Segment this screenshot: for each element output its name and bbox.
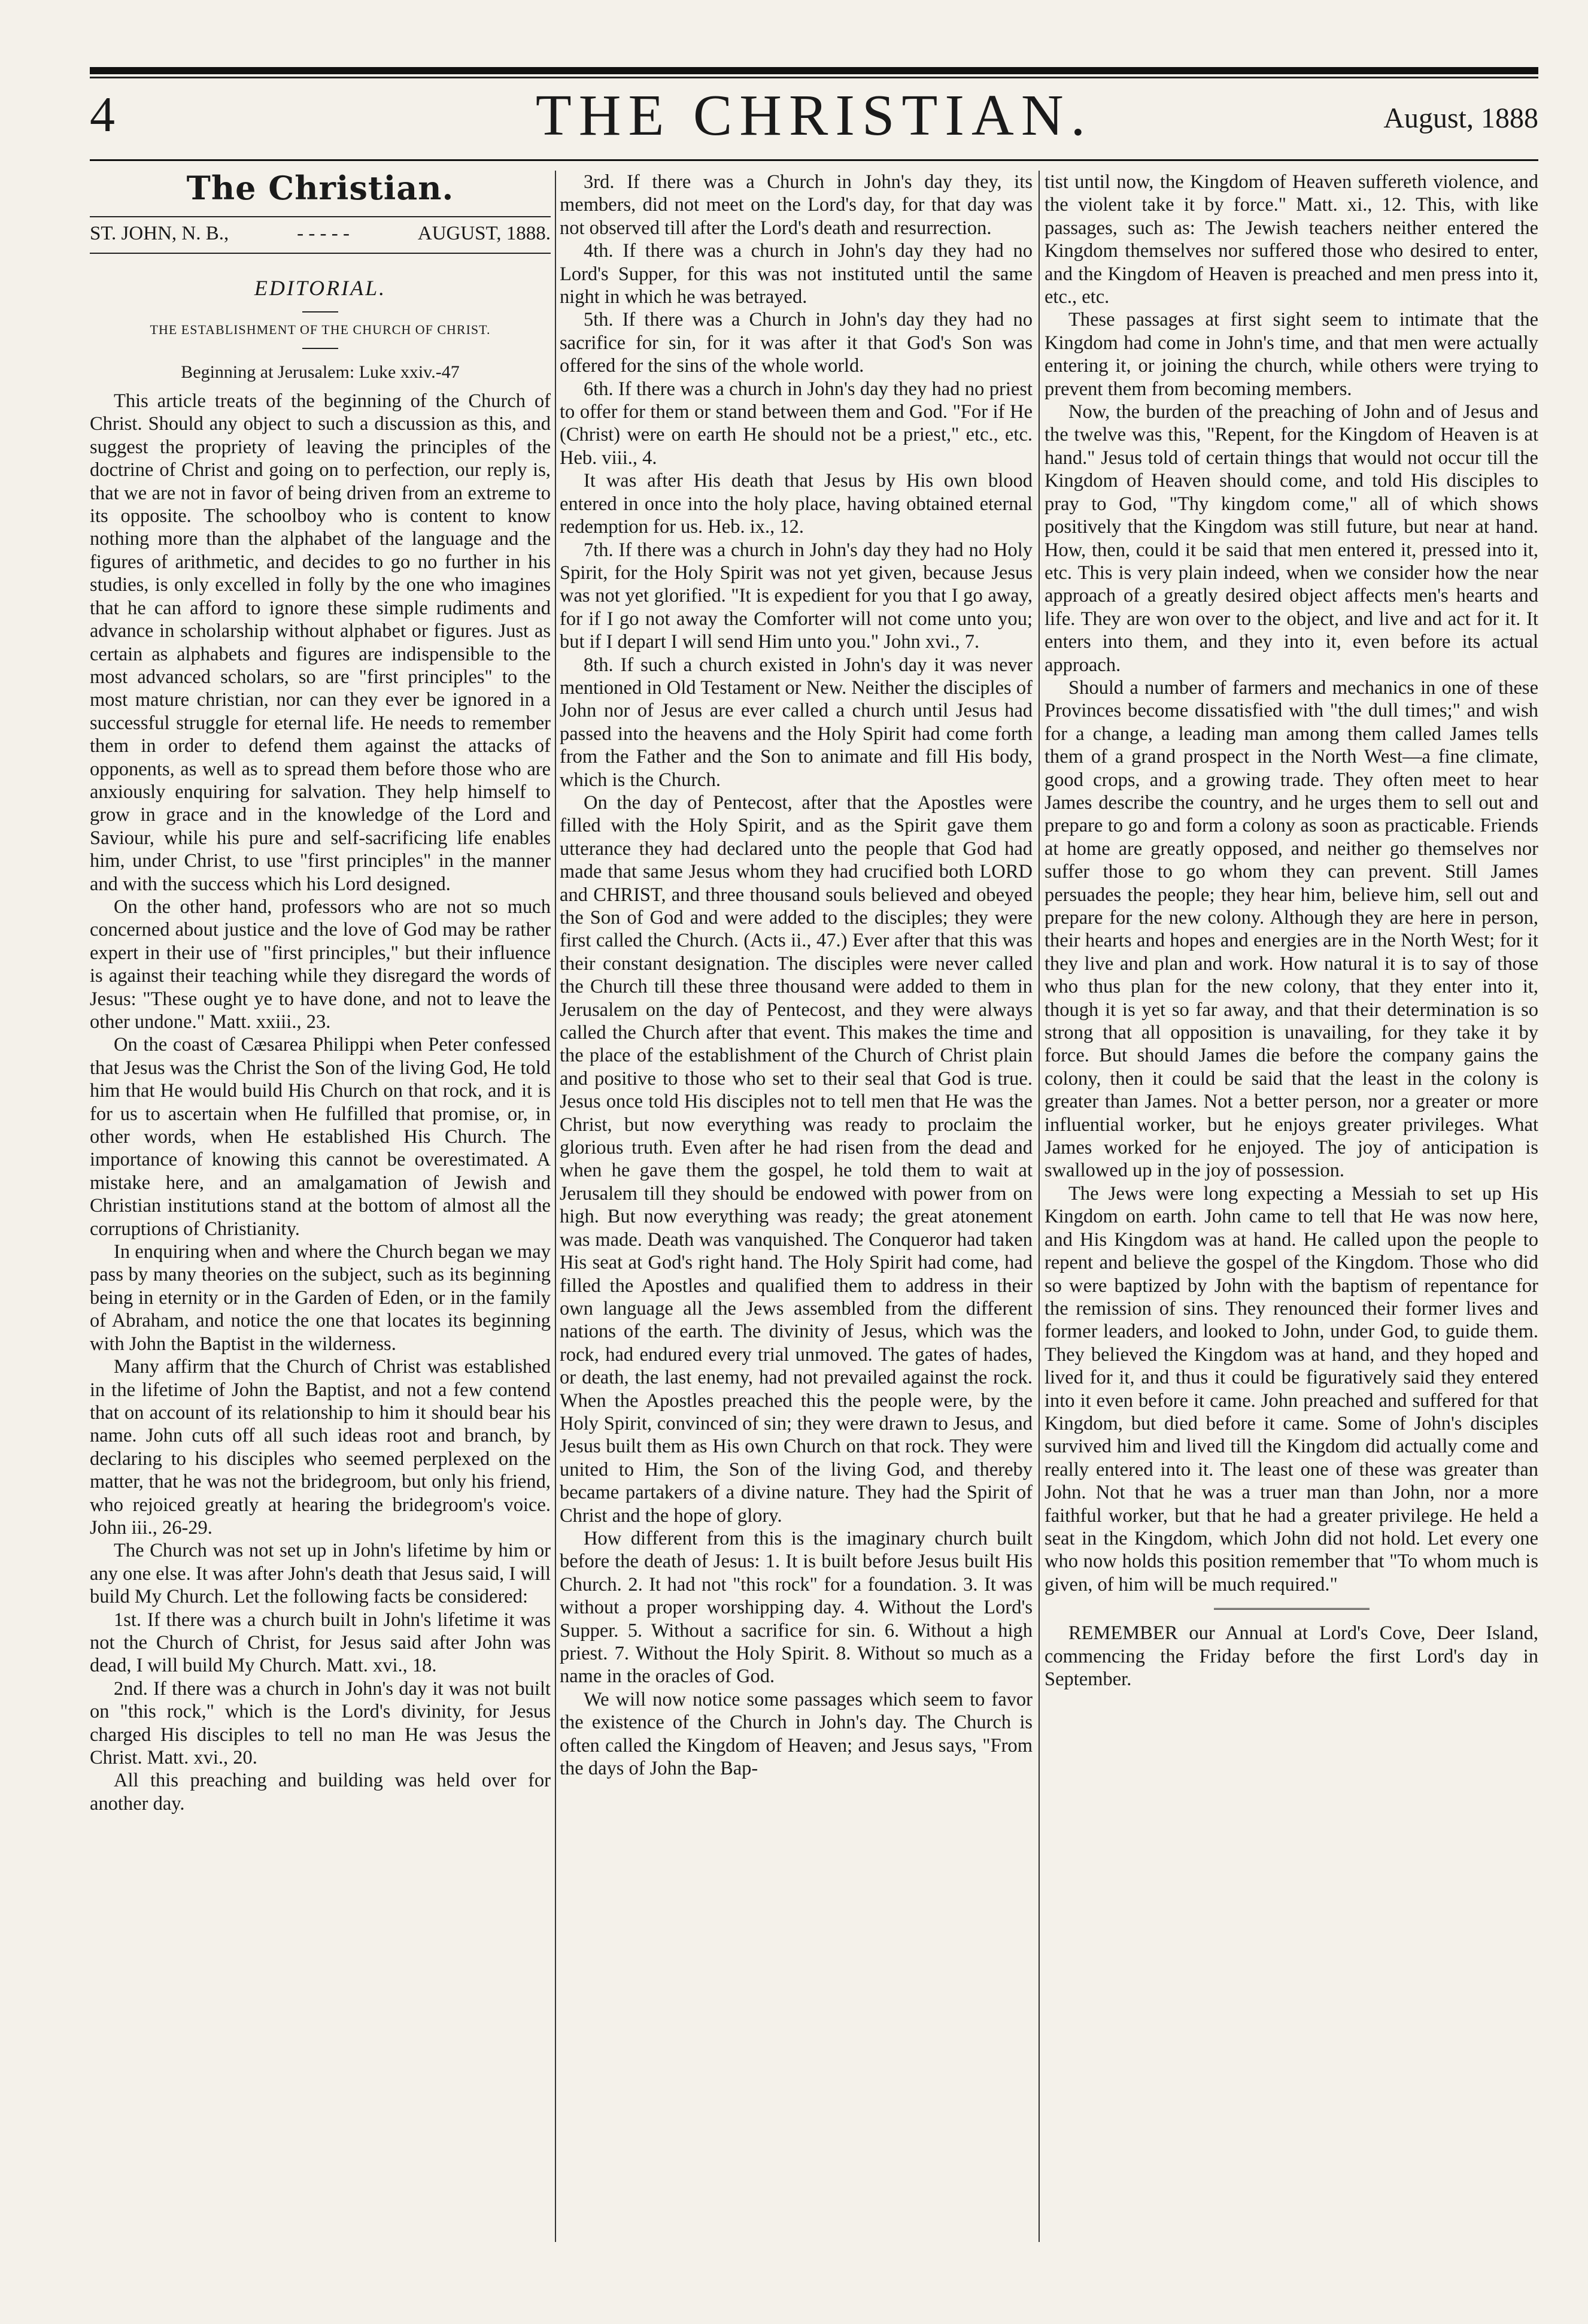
paragraph: It was after His death that Jesus by His own blood entered in once into the holy place, having obtained eternal redemption for us. Heb. ix., 12.: [560, 470, 1033, 538]
paragraph: This article treats of the beginning of the Church of Christ. Should any object to such a discussion as this, and suggest the propriety of leaving the principles of the doctrine of Christ and going on to perfection, our reply is, that we are not in favor of being driven from an extreme to its opposite. The schoolboy who is content to know nothing more than the alphabet of the language and the figures of arithmetic, and decides to go no further in his studies, is only excelled in folly by the one who imagines that he can afford to ignore these simple rudiments and advance in scholarship without alphabet or figures. Just as certain as alphabets and figures are indispensible to the most advanced scholars, so are "first principles" to the most mature christian, nor can they ever be ignored in a successful struggle for eternal life. He needs to remember them in order to defend them against the attacks of opponents, as well as to spread them before those who are anxiously enquiring for salvation. They help himself to grow in grace and in the knowledge of the Lord and Saviour, while his pure and self-sacrificing life enables him, under Christ, to use "first principles" in the manner and with the success which his Lord designed.: [90, 390, 551, 895]
paragraph: 5th. If there was a Church in John's day they had no sacrifice for sin, for it was after it that God's Son was offered for the sins of the whole world.: [560, 309, 1033, 377]
paragraph: On the coast of Cæsarea Philippi when Peter confessed that Jesus was the Christ the Son of the living God, He told him that He would build His Church on that rock, and it is for us to ascertain when He fulfilled that promise, or, in other words, when He established His Church. The importance of knowing this cannot be overestimated. A mistake here, and an amalgamation of Jewish and Christian institutions stand at the bottom of almost all the corruptions of Christianity.: [90, 1034, 551, 1240]
end-rule: [1214, 1608, 1370, 1610]
masthead-top-rule-thin: [90, 77, 1538, 78]
paragraph: 2nd. If there was a church in John's day it was not built on "this rock," which is the Lord's divinity, for Jesus charged His disciples to tell no man He was Jesus the Christ. Matt. xvi., 20.: [90, 1677, 551, 1768]
divider: [90, 253, 551, 254]
page-number: 4: [90, 87, 115, 142]
paragraph: 4th. If there was a church in John's day they had no Lord's Supper, for this was not instituted until the same night in which he was betrayed.: [560, 240, 1033, 308]
paragraph: Should a number of farmers and mechanics in one of these Provinces become dissatisfied with "the dull times;" and wish for a change, a leading man among them called James tells them of a grand prospect in the North West—a fine climate, good crops, and a growing trade. They often meet to hear James describe the country, and he urges them to sell out and prepare to go and form a colony as soon as practicable. Friends at home are greatly opposed, and neither go themselves nor suffer those to go whom they can prevent. Still James persuades the people; they hear him, believe him, sell out and prepare for the new colony. Although they are here in person, their hearts and hopes and energies are in the North West; for it they live and plan and work. How natural it is to say of those who thus plan for the new colony, that they enter into it, though it is yet so far away, and that their determination is so strong that all opposition is unavailing, for they take it by force. But should James die before the company gains the colony, then it could be said that the least in the colony is greater than James. Not a better person, nor a greater or more influential worker, but he enjoys greater privileges. What James worked for he enjoyed. The joy of anticipation is swallowed up in the joy of possession.: [1045, 676, 1538, 1182]
article-title: THE ESTABLISHMENT OF THE CHURCH OF CHRIST.: [150, 322, 491, 338]
dateline-date: AUGUST, 1888.: [417, 223, 551, 245]
paragraph: 6th. If there was a church in John's day they had no priest to offer for them or stand between them and God. "For if He (Christ) were on earth He should not be a priest," etc., etc. Heb. viii., 4.: [560, 378, 1033, 469]
masthead-date: August, 1888: [1383, 102, 1538, 134]
dateline-dashes: - - - - -: [297, 223, 350, 245]
paper-title: THE CHRISTIAN.: [535, 83, 1093, 148]
column-divider: [555, 171, 556, 2242]
section-heading: EDITORIAL.: [254, 275, 387, 300]
paragraph: The Jews were long expecting a Messiah to set up His Kingdom on earth. John came to tell that He was now here, and His Kingdom was at hand. He called upon the people to repent and believe the gospel of the Kingdom. Those who did so were baptized by John with the baptism of repentance for the remission of sins. They renounced their former lives and former leaders, and looked to John, under God, to guide them. They believed the Kingdom was at hand, and they hoped and lived for it, and thus it could be figuratively said they entered into it even before it came. John preached and suffered for that Kingdom, but died before it came. Some of John's disciples survived him and lived till the Kingdom did actually come and really entered into it. The least one of these was greater than John. Not that he was a truer man than John, nor a more faithful worker, but that he had a greater privilege. He held a seat in the Kingdom, which John did not hold. Let every one who now holds this position remember that "To whom much is given, of him will be much required.": [1045, 1182, 1538, 1595]
paragraph: On the other hand, professors who are not so much concerned about justice and the love of God may be rather expert in their use of "first principles," but their influence is against their teaching while they disregard the words of Jesus: "These ought ye to have done, and not to leave the other undone." Matt. xxiii., 23.: [90, 896, 551, 1033]
dateline-place: ST. JOHN, N. B.,: [90, 223, 229, 245]
notice: REMEMBER our Annual at Lord's Cove, Deer Island, commencing the Friday before the first Lord's day in September.: [1045, 1622, 1538, 1690]
dateline: [90, 222, 551, 245]
masthead-top-rule: [90, 67, 1538, 74]
nameplate: The Christian.: [186, 169, 454, 207]
article-motto: Beginning at Jerusalem: Luke xxiv.-47: [181, 362, 460, 382]
column-middle: [560, 171, 1033, 1780]
column-left: [90, 171, 551, 1815]
paragraph: 3rd. If there was a Church in John's day they, its members, did not meet on the Lord's day, for that day was not observed till after the Lord's death and resurrection.: [560, 171, 1033, 239]
paragraph: In enquiring when and where the Church began we may pass by many theories on the subject, such as its beginning being in eternity or in the Garden of Eden, or in the family of Abraham, and notice the one that locates its beginning with John the Baptist in the wilderness.: [90, 1241, 551, 1355]
column-divider: [1039, 171, 1040, 2242]
paragraph: tist until now, the Kingdom of Heaven suffereth violence, and the violent take it by force." Matt. xi., 12. This, with like passages, such as: The Jewish teachers neither entered the Kingdom themselves nor suffered those who desired to enter, and the Kingdom of Heaven is preached and men press into it, etc., etc.: [1045, 171, 1538, 308]
paragraph: We will now notice some passages which seem to favor the existence of the Church in John's day. The Church is often called the Kingdom of Heaven; and Jesus says, "From the days of John the Bap-: [560, 1688, 1033, 1780]
paragraph: 1st. If there was a church built in John's lifetime it was not the Church of Christ, for Jesus said after John was dead, I will build My Church. Matt. xvi., 18.: [90, 1609, 551, 1677]
paragraph: On the day of Pentecost, after that the Apostles were filled with the Holy Spirit, and as the Spirit gave them utterance they had declared unto the people that God had made that same Jesus whom they had crucified both LORD and CHRIST, and three thousand souls believed and obeyed the Son of God and were added to the disciples; they were first called the Church. (Acts ii., 47.) Ever after that this was their constant designation. The disciples were never called the Church till these three thousand were added to them in Jerusalem on the day of Pentecost, and they were always called the Church after that event. This makes the time and the place of the establishment of the Church of Christ plain and positive to those who set to their seal that God is true. Jesus once told His disciples not to tell men that He was the Christ, but now everything was ready to proclaim the glorious truth. Even after he had risen from the dead and when he gave them the gospel, he told them to wait at Jerusalem till they should be endowed with power from on high. But now everything was ready; the great atonement was made. Death was vanquished. The Conqueror had taken His seat at God's right hand. The Holy Spirit had come, had filled the Apostles and qualified them to address in their own language all the Jews assembled from the different nations of the earth. The divinity of Jesus, which was the rock, had endured every trial unmoved. The gates of hades, or death, the last enemy, had not prevailed against the rock. When the Apostles preached this the people were, by the Holy Spirit, convinced of sin; they were drawn to Jesus, and Jesus built them as His own Church on that rock. They were united to Him, the Son of the living God, and thereby became partakers of a divine nature. They had the Spirit of Christ and the hope of glory.: [560, 791, 1033, 1527]
column-right: [1045, 171, 1538, 1691]
masthead-bottom-rule: [90, 159, 1538, 161]
divider: [302, 311, 338, 313]
divider: [302, 348, 338, 349]
paragraph: The Church was not set up in John's lifetime by him or any one else. It was after John's death that Jesus said, I will build My Church. Let the following facts be considered:: [90, 1540, 551, 1608]
masthead: [90, 84, 1538, 156]
paragraph: Many affirm that the Church of Christ was established in the lifetime of John the Baptist, and not a few contend that on account of its relationship to him it should bear his name. John cuts off all such ideas root and branch, by declaring to his disciples who seemed perplexed on the matter, that he was not the bridegroom, but only his friend, who rejoiced greatly at hearing the bridegroom's voice. John iii., 26-29.: [90, 1356, 551, 1539]
paragraph: These passages at first sight seem to intimate that the Kingdom had come in John's time, and that men were actually entering it, or joining the church, while others were trying to prevent them from becoming members.: [1045, 309, 1538, 400]
paragraph: 8th. If such a church existed in John's day it was never mentioned in Old Testament or New. Neither the disciples of John nor of Jesus are ever called a church until Jesus had passed into the heavens and the Holy Spirit had come forth from the Father and the Son to animate and fill His body, which is the Church.: [560, 654, 1033, 791]
paragraph: All this preaching and building was held over for another day.: [90, 1770, 551, 1815]
paragraph: 7th. If there was a church in John's day they had no Holy Spirit, for the Holy Spirit was not yet given, because Jesus was not yet glorified. "It is expedient for you that I go away, for if I go not away the Comforter will not come unto you; but if I depart I will send Him unto you." John xvi., 7.: [560, 539, 1033, 653]
divider: [90, 216, 551, 217]
paragraph: How different from this is the imaginary church built before the death of Jesus: 1. It is built before Jesus built His Church. 2. It had not "this rock" for a foundation. 3. It was without a proper worshipping day. 4. Without the Lord's Supper. 5. Without a sacrifice for sin. 6. Without a high priest. 7. Without the Holy Spirit. 8. Without so much as a name in the oracles of God.: [560, 1527, 1033, 1688]
paragraph: Now, the burden of the preaching of John and of Jesus and the twelve was this, "Repent, for the Kingdom of Heaven is at hand." Jesus told of certain things that would not occur till the Kingdom of Heaven should come, and told His disciples to pray to God, "Thy kingdom come," all of which shows positively that the Kingdom was still future, but near at hand. How, then, could it be said that men entered it, pressed into it, etc. This is very plain indeed, when we consider how the near approach of a greatly desired object affects men's hearts and life. They are won over to the object, and live and act for it. It enters into them, and they into it, even before its actual approach.: [1045, 401, 1538, 676]
